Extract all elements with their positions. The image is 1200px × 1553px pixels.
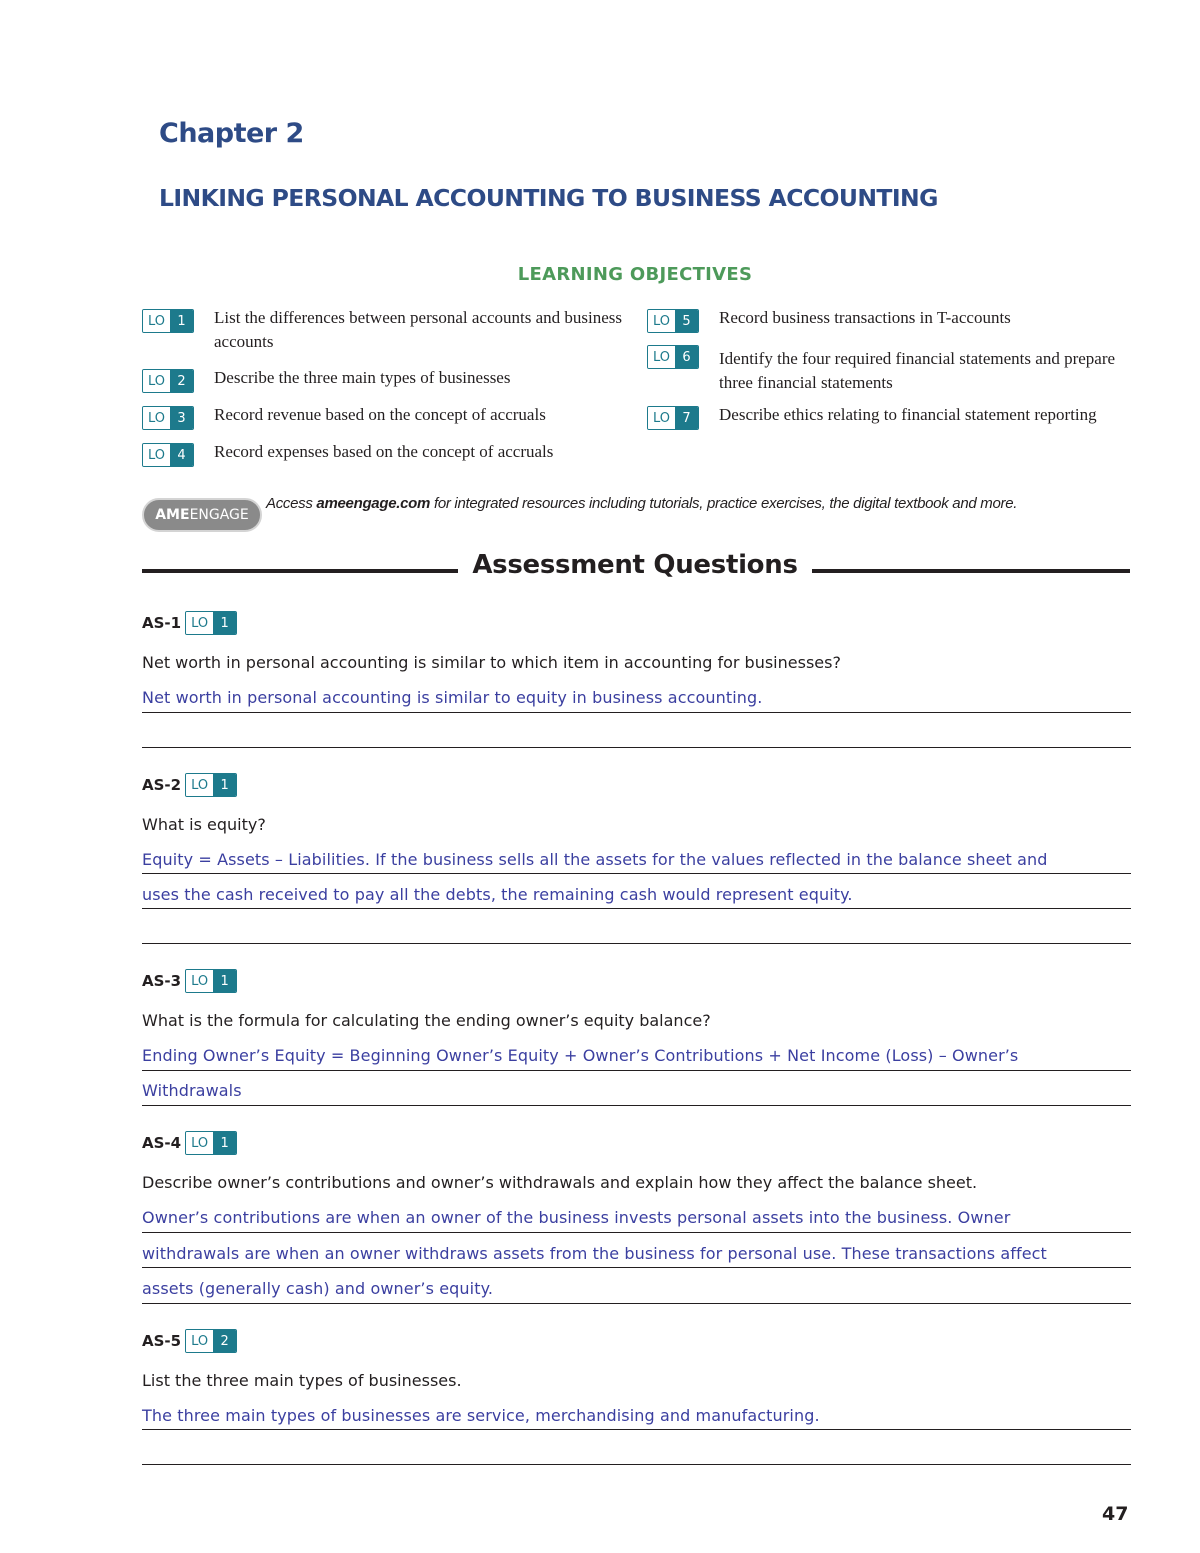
learning-objective-4 xyxy=(142,443,624,467)
lo-badge: LO 2 xyxy=(142,369,194,393)
answer-rule xyxy=(142,1303,1131,1304)
question-label-as-2: AS-2 LO 1 xyxy=(142,773,237,797)
lo-badge: LO 2 xyxy=(185,1329,237,1353)
question-text: What is the formula for calculating the ending owner’s equity balance? xyxy=(142,1011,711,1030)
question-label-as-3: AS-3 LO 1 xyxy=(142,969,237,993)
question-text: Describe owner’s contributions and owner’s withdrawals and explain how they affect the balance sheet. xyxy=(142,1173,978,1192)
page-title: LINKING PERSONAL ACCOUNTING TO BUSINESS ACCOUNTING xyxy=(159,184,938,212)
ameengage-link[interactable]: ameengage.com xyxy=(316,495,431,512)
answer-rule xyxy=(142,1070,1131,1071)
lo-badge: LO 4 xyxy=(142,443,194,467)
learning-objective-text: Describe the three main types of businesses xyxy=(214,368,511,387)
learning-objective-text: List the differences between personal accounts and business accounts xyxy=(214,308,623,351)
learning-objective-text: Record business transactions in T-accounts xyxy=(719,308,1011,327)
learning-objective-6 xyxy=(647,345,1129,395)
answer-line: Ending Owner’s Equity = Beginning Owner’s Equity + Owner’s Contributions + Net Income (Loss) – Owner’s xyxy=(142,1046,1019,1065)
lo-badge: LO 1 xyxy=(185,611,237,635)
lo-badge: LO 1 xyxy=(185,969,237,993)
lo-badge: LO 6 xyxy=(647,345,699,369)
learning-objective-2 xyxy=(142,369,624,393)
answer-line: uses the cash received to pay all the debts, the remaining cash would represent equity. xyxy=(142,885,853,904)
learning-objective-5 xyxy=(647,309,1129,333)
learning-objective-text: Record expenses based on the concept of accruals xyxy=(214,442,554,461)
answer-rule xyxy=(142,1429,1131,1430)
question-text: List the three main types of businesses. xyxy=(142,1371,462,1390)
learning-objective-text: Identify the four required financial statements and prepare three financial statements xyxy=(719,349,1116,392)
learning-objective-1 xyxy=(142,309,624,354)
learning-objective-7 xyxy=(647,406,1129,430)
answer-rule xyxy=(142,943,1131,944)
answer-rule xyxy=(142,1232,1131,1233)
answer-line: assets (generally cash) and owner’s equity. xyxy=(142,1279,494,1298)
answer-line: Equity = Assets – Liabilities. If the business sells all the assets for the values reflected in the balance sheet and xyxy=(142,850,1048,869)
question-text: What is equity? xyxy=(142,815,266,834)
answer-rule xyxy=(142,873,1131,874)
answer-rule xyxy=(142,1105,1131,1106)
answer-line: Withdrawals xyxy=(142,1081,242,1100)
ameengage-note: Access ameengage.com for integrated resources including tutorials, practice exercises, the digital textbook and more. xyxy=(266,495,1018,512)
answer-line: Owner’s contributions are when an owner of the business invests personal assets into the business. Owner xyxy=(142,1208,1011,1227)
answer-rule xyxy=(142,747,1131,748)
answer-rule xyxy=(142,1464,1131,1465)
lo-badge: LO 1 xyxy=(185,773,237,797)
lo-badge: LO 1 xyxy=(142,309,194,333)
section-divider-right xyxy=(812,569,1130,573)
answer-line: The three main types of businesses are service, merchandising and manufacturing. xyxy=(142,1406,820,1425)
lo-badge: LO 1 xyxy=(185,1131,237,1155)
answer-line: withdrawals are when an owner withdraws assets from the business for personal use. These transactions affect xyxy=(142,1244,1047,1263)
answer-rule xyxy=(142,712,1131,713)
learning-objective-text: Record revenue based on the concept of accruals xyxy=(214,405,546,424)
learning-objective-3 xyxy=(142,406,624,430)
question-label-as-1: AS-1 LO 1 xyxy=(142,611,237,635)
answer-rule xyxy=(142,1267,1131,1268)
ameengage-logo[interactable]: AME ENGAGE xyxy=(142,498,262,532)
question-label-as-4: AS-4 LO 1 xyxy=(142,1131,237,1155)
learning-objectives-heading: LEARNING OBJECTIVES xyxy=(517,264,753,285)
answer-rule xyxy=(142,908,1131,909)
lo-badge: LO 7 xyxy=(647,406,699,430)
chapter-title: Chapter 2 xyxy=(159,118,304,149)
learning-objective-text: Describe ethics relating to financial statement reporting xyxy=(719,405,1097,424)
lo-badge: LO 5 xyxy=(647,309,699,333)
answer-line: Net worth in personal accounting is similar to equity in business accounting. xyxy=(142,688,763,707)
question-label-as-5: AS-5 LO 2 xyxy=(142,1329,237,1353)
page-number: 47 xyxy=(1102,1503,1129,1525)
lo-badge: LO 3 xyxy=(142,406,194,430)
assessment-questions-heading: Assessment Questions xyxy=(472,550,798,580)
question-text: Net worth in personal accounting is similar to which item in accounting for businesses? xyxy=(142,653,841,672)
